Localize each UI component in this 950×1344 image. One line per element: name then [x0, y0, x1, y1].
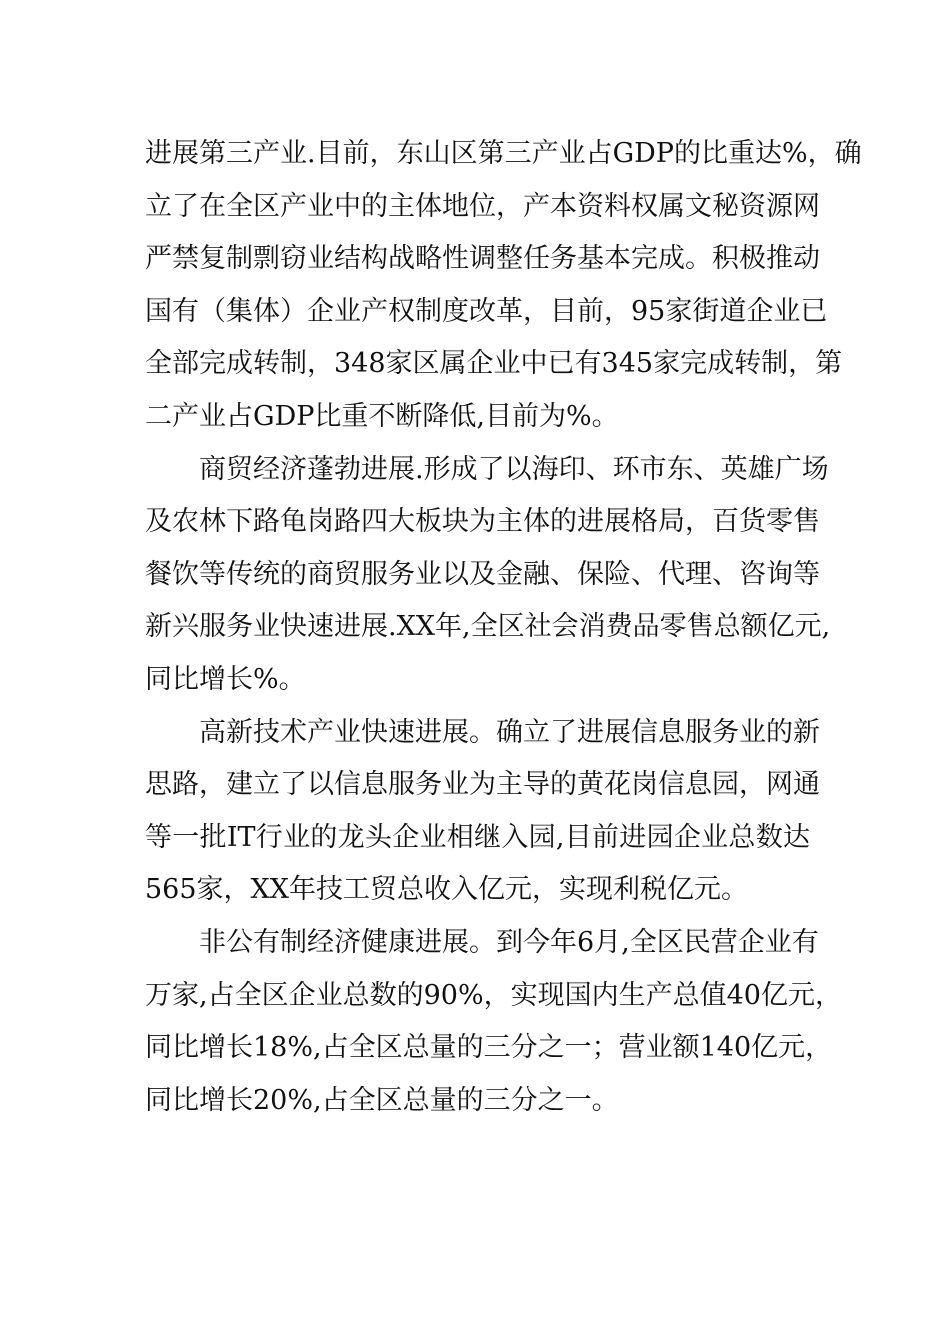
text-line: 等一批IT行业的龙头企业相继入园,目前进园企业总数达	[145, 821, 810, 853]
text-line: 餐饮等传统的商贸服务业以及金融、保险、代理、咨询等	[145, 558, 820, 590]
text-line: 国有（集体）企业产权制度改革，目前，95家街道企业已	[145, 295, 828, 327]
paragraph-high-tech	[145, 707, 820, 917]
text-line: 商贸经济蓬勃进展.形成了以海印、环市东、英雄广场	[199, 453, 829, 485]
paragraph-tertiary-industry	[145, 128, 862, 444]
text-line: 同比增长%。	[145, 663, 306, 695]
text-line: 同比增长18%,占全区总量的三分之一；营业额140亿元，	[145, 1032, 833, 1064]
document-body	[145, 128, 862, 1127]
text-line: 非公有制经济健康进展。到今年6月,全区民营企业有	[199, 926, 819, 958]
text-line: 565家，XX年技工贸总收入亿元，实现利税亿元。	[145, 874, 748, 906]
text-line: 同比增长20%,占全区总量的三分之一。	[145, 1084, 619, 1116]
text-line: 新兴服务业快速进展.XX年,全区社会消费品零售总额亿元,	[145, 611, 831, 643]
text-line: 二产业占GDP比重不断降低,目前为%。	[145, 400, 619, 432]
text-line: 高新技术产业快速进展。确立了进展信息服务业的新	[199, 716, 820, 748]
text-line: 思路，建立了以信息服务业为主导的黄花岗信息园，网通	[145, 769, 820, 801]
paragraph-private-economy	[145, 917, 842, 1127]
text-line: 立了在全区产业中的主体地位，产本资料权属文秘资源网	[145, 190, 820, 222]
paragraph-commerce	[145, 444, 831, 707]
text-line: 进展第三产业.目前，东山区第三产业占GDP的比重达%，确	[145, 138, 862, 169]
text-line: 全部完成转制，348家区属企业中已有345家完成转制，第	[145, 348, 843, 380]
text-line: 及农林下路龟岗路四大板块为主体的进展格局，百货零售	[145, 506, 820, 538]
text-line: 万家,占全区企业总数的90%，实现国内生产总值40亿元，	[145, 979, 842, 1011]
text-line: 严禁复制剽窃业结构战略性调整任务基本完成。积极推动	[145, 243, 820, 275]
